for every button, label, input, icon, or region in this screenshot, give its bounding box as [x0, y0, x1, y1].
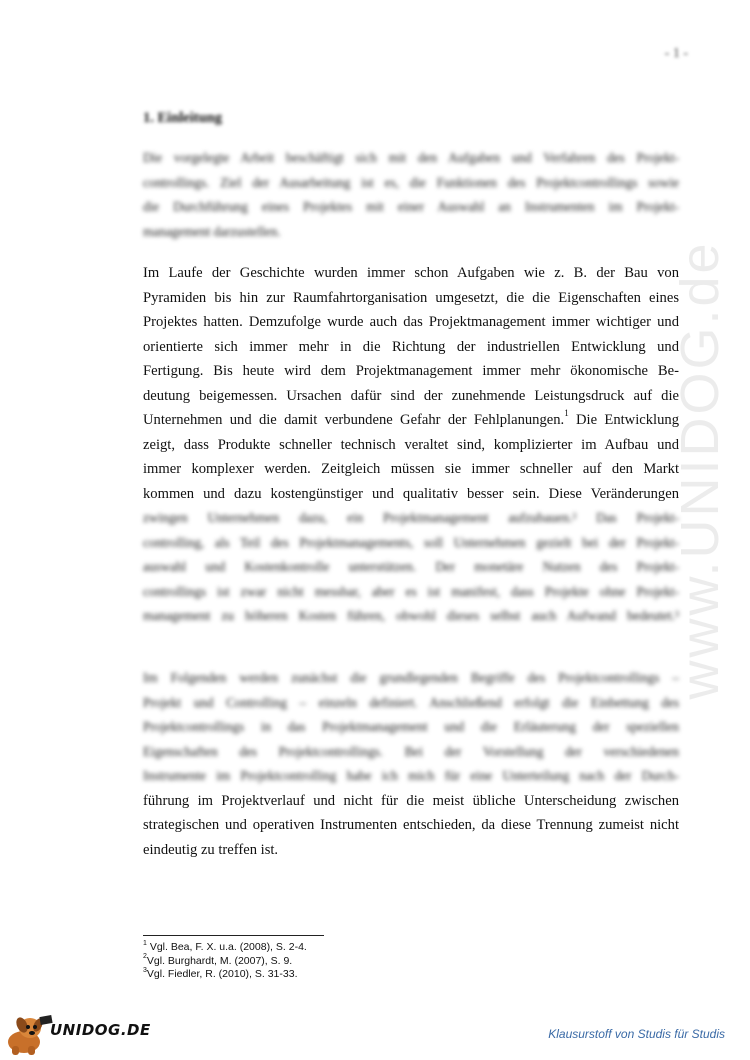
- paragraph-history: [143, 261, 679, 629]
- text-line: zeigt, dass Produkte schneller technisch veraltet sind, komplizierter im Aufbau und: [143, 436, 679, 453]
- footnote-text: Vgl. Bea, F. X. u.a. (2008), S. 2-4.: [149, 941, 307, 953]
- text-line: kommen und dazu kostengünstiger und qualitativ besser sein. Diese Veränderungen: [143, 485, 679, 502]
- text-line: [143, 408, 679, 433]
- text-line: Projekt und Controlling – einzeln definiert. Anschließend erfolgt die Einbettung des: [143, 694, 679, 710]
- text-line: controllings ist zwar nicht messbar, aber es ist manifest, dass Projekte ohne Projekt-: [143, 583, 679, 599]
- text-line: deutung beigemessen. Ursachen dafür sind der zunehmende Leistungsdruck auf die: [143, 387, 679, 404]
- text-line: Fertigung. Bis heute wird dem Projektmanagement immer mehr ökonomische Be-: [143, 363, 679, 379]
- footnote-text: Vgl. Burghardt, M. (2007), S. 9.: [146, 954, 293, 967]
- text-line: die Durchführung eines Projektes mit einer Auswahl an Instrumenten im Projekt-: [143, 199, 679, 214]
- footnotes: [143, 941, 307, 982]
- tagline: Klausurstoff von Studis für Studis: [548, 1027, 725, 1041]
- watermark: www.UNIDOG.de: [670, 240, 730, 700]
- footnote-number: 1: [143, 939, 147, 947]
- text-line: Im Laufe der Geschichte wurden immer schon Aufgaben wie z. B. der Bau von: [143, 265, 679, 281]
- section-heading: 1. Einleitung: [143, 110, 222, 126]
- text-line: Projektcontrollings in das Projektmanagement und die Erläuterung der speziellen: [143, 719, 679, 734]
- text-line: management zu höheren Kosten führen, obwohl dieses selbst auch Aufwand bedeutet.³: [143, 608, 679, 623]
- footnote: [143, 941, 307, 955]
- text-line: auswahl und Kostenkontrolle unterstützen. Der monetäre Nutzen des Projekt-: [143, 559, 679, 574]
- text-line: controllings. Ziel der Ausarbeitung ist es, die Funktionen des Projektcontrollings sowie: [143, 174, 679, 190]
- text-line: strategischen und operativen Instrumenten entschieden, da diese Trennung zumeist nicht: [143, 817, 679, 833]
- text-line: Die vorgelegte Arbeit beschäftigt sich mit den Aufgaben und Verfahren des Projekt-: [143, 150, 679, 165]
- paragraph-intro: [143, 146, 679, 244]
- footnote-text: Vgl. Fiedler, R. (2010), S. 31-33.: [146, 968, 298, 980]
- text-line: controlling, als Teil des Projektmanagements, soll Unternehmen gezielt bei der Projekt-: [143, 534, 679, 550]
- text-line: Eigenschaften des Projektcontrollings. Bei der Vorstellung der verschiedenen: [143, 743, 679, 759]
- page-number: - 1 -: [664, 46, 688, 61]
- footnote: [143, 968, 307, 982]
- text-line: management darzustellen.: [143, 223, 281, 239]
- unidog-logo: [0, 1012, 160, 1060]
- footnote-number: 2: [143, 953, 147, 960]
- paragraph-outline: [143, 666, 679, 862]
- text-line: eindeutig zu treffen ist.: [143, 841, 279, 858]
- text-line: orientierte sich immer mehr in die Richtung der industriellen Entwicklung und: [143, 338, 679, 355]
- footnote-divider: [143, 935, 324, 936]
- text-fragment: Die Entwicklung: [568, 412, 679, 428]
- text-line: führung im Projektverlauf und nicht für die meist übliche Unterscheidung zwischen: [143, 792, 679, 809]
- footnote-number: 3: [143, 966, 147, 974]
- text-line: Im Folgenden werden zunächst die grundlegenden Begriffe des Projektcontrollings –: [143, 670, 679, 685]
- text-line: Instrumente im Projektcontrolling habe ich mich für eine Unterteilung nach der Durch-: [143, 768, 679, 783]
- text-fragment: Unternehmen und die damit verbundene Gefahr der Fehlplanungen.: [143, 412, 565, 428]
- dog-mascot-icon: [0, 1012, 56, 1058]
- text-line: immer komplexer werden. Zeitgleich müssen sie immer schneller auf den Markt: [143, 461, 679, 477]
- footnote-ref: 1: [564, 408, 569, 419]
- text-line: zwingen Unternehmen dazu, ein Projektmanagement aufzubauen.² Das Projekt-: [143, 510, 679, 525]
- text-line: Pyramiden bis hin zur Raumfahrtorganisation umgesetzt, die die Eigenschaften eines: [143, 289, 679, 306]
- footnote: [143, 955, 307, 969]
- text-line: Projektes hatten. Demzufolge wurde auch das Projektmanagement immer wichtiger und: [143, 314, 679, 330]
- logo-text: UNIDOG.DE: [50, 1021, 151, 1039]
